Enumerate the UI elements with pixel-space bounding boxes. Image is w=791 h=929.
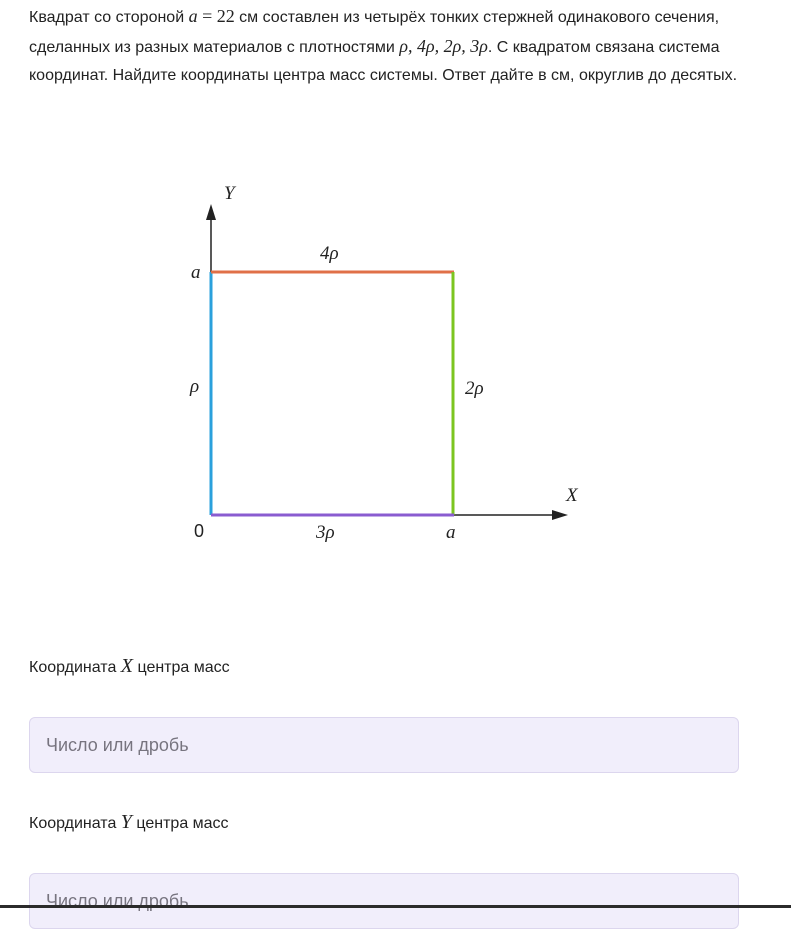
question-x-text-after: центра масс <box>133 659 230 676</box>
right-tick-label: a <box>446 522 456 543</box>
problem-text-part3: . С квадратом связана система координат. Найдите координаты центра масс системы. Ответ дайте в см, округлив до десятых. <box>29 39 738 84</box>
problem-text-part2: см составлен из четырёх тонких стержней одинакового сечения, сделанных из разных материалов с плотностями <box>29 9 720 56</box>
problem-statement <box>29 2 749 90</box>
origin-label: 0 <box>194 521 205 541</box>
answer-y-input[interactable] <box>29 873 739 929</box>
y-axis-arrow <box>206 204 216 220</box>
top-tick-label: a <box>191 262 201 283</box>
question-y-text-before: Координата <box>29 815 121 832</box>
question-y-variable: Y <box>120 811 132 833</box>
question-y-text-after: центра масс <box>131 815 229 832</box>
question-x-label <box>29 654 230 680</box>
x-axis-arrow <box>552 510 568 520</box>
answer-x-input[interactable] <box>29 717 739 773</box>
question-y-label <box>29 810 229 836</box>
question-x-text-before: Координата <box>29 659 121 676</box>
square-diagram <box>0 170 791 570</box>
problem-text-part1: Квадрат со стороной <box>29 9 189 26</box>
x-axis-label: X <box>566 485 578 506</box>
left-rod-label: ρ <box>190 376 200 397</box>
densities-list: ρ, 4ρ, 2ρ, 3ρ <box>399 36 488 56</box>
side-value: = 22 <box>197 6 235 26</box>
right-rod-label: 2ρ <box>465 378 484 399</box>
y-axis-label: Y <box>224 183 235 204</box>
top-rod-label: 4ρ <box>320 243 339 264</box>
side-variable: a <box>188 6 198 26</box>
bottom-rod-label: 3ρ <box>316 522 335 543</box>
question-x-variable: X <box>120 655 134 677</box>
diagram-svg <box>0 170 791 570</box>
